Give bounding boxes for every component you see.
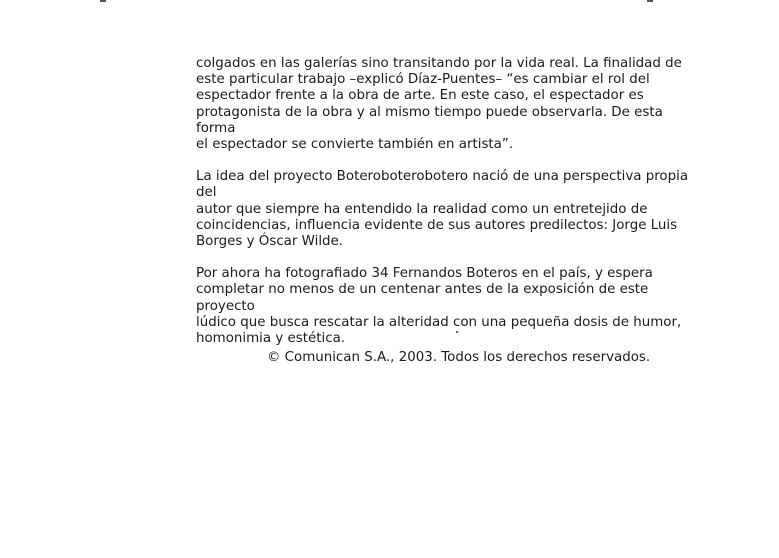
copyright-notice: © Comunican S.A., 2003. Todos los derechos reservados. [267, 350, 651, 365]
article-paragraph-3: Por ahora ha fotografiado 34 Fernandos Boteros en el país, y espera completar no menos de un centenar antes de la exposición de este proyecto lúdico que busca rescatar la alteridad con una pequeña dosis de humor, homonimia y estética. [196, 266, 682, 347]
top-edge-mark [647, 0, 653, 2]
article-body [196, 56, 706, 363]
article-paragraph-1: colgados en las galerías sino transitando por la vida real. La finalidad de este particular trabajo –explicó Díaz-Puentes– “es cambiar el rol del espectador frente a la obra de arte. En este caso, el espectador es protagonista de la obra y al mismo tiempo puede observarla. De esta forma el espectador se convierte también en artista”. [196, 56, 682, 153]
top-edge-mark [100, 0, 106, 2]
article-paragraph-2: La idea del proyecto Boteroboterobotero nació de una perspectiva propia del autor que siempre ha entendido la realidad como un entretejido de coincidencias, influencia evidente de sus autores predilectos: Jorge Luis Borges y Óscar Wilde. [196, 169, 689, 250]
stray-dot [456, 331, 458, 333]
